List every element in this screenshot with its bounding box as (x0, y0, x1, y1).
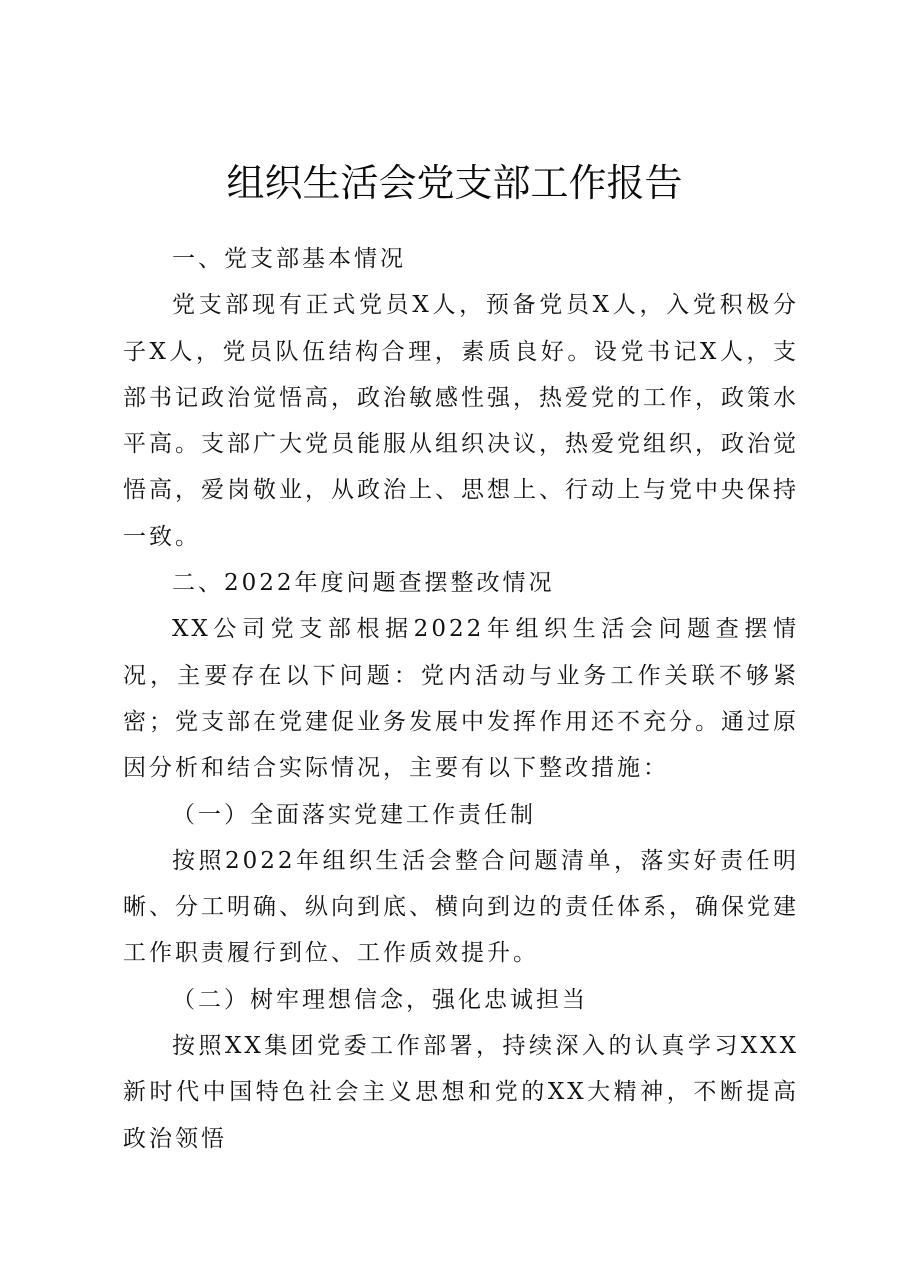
section-heading-2: 二、2022年度问题查摆整改情况 (172, 570, 555, 597)
paragraph-basic-info: 党支部现有正式党员X人，预备党员X人，入党积极分子X人，党员队伍结构合理，素质良好。设党书记X人，支部书记政治觉悟高，政治敏感性强，热爱党的工作，政策水平高。支部广大党员能服从组织决议，热爱党组织，政治觉悟高，爱岗敬业，从政治上、思想上、行动上与党中央保持一致。 (123, 292, 799, 550)
document-title: 组织生活会党支部工作报告 (226, 161, 683, 205)
subsection-heading-2: （二）树牢理想信念，强化忠诚担当 (172, 986, 588, 1013)
section-heading-1: 一、党支部基本情况 (172, 246, 406, 272)
paragraph-problems: XX公司党支部根据2022年组织生活会问题查摆情况，主要存在以下问题：党内活动与业务工作关联不够紧密；党支部在党建促业务发展中发挥作用还不充分。通过原因分析和结合实际情况，主要有以下整改措施： (123, 616, 799, 782)
subsection-heading-1: （一）全面落实党建工作责任制 (172, 801, 536, 828)
document-body (123, 236, 799, 1162)
paragraph-study: 按照XX集团党委工作部署，持续深入的认真学习XXX新时代中国特色社会主义思想和党的XX大精神，不断提高政治领悟 (123, 1033, 799, 1152)
paragraph-responsibility: 按照2022年组织生活会整合问题清单，落实好责任明晰、分工明确、纵向到底、横向到边的责任体系，确保党建工作职责履行到位、工作质效提升。 (123, 847, 799, 967)
